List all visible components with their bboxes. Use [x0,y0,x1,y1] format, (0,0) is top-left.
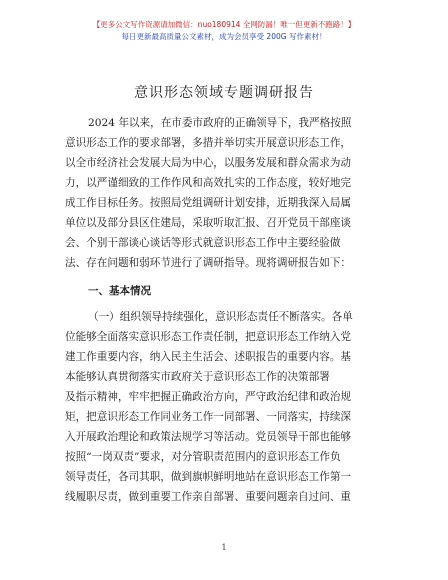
text-line: 领导责任，各司其职，做到旗帜鲜明地站在意识形态工作第一 [65,471,352,483]
text-line: 矩，把意识形态工作同业务工作一同部署、一同落实，持续深 [65,411,352,423]
text-line: 力，以严谨细致的工作作风和高效扎实的工作态度，较好地完 [65,177,352,189]
text-line: 按照“一岗双责”要求，对分管职责范围内的意识形态工作负 [65,451,341,463]
text-line: 成工作目标任务。按照局党组调研计划安排，近期我深入局属 [65,197,352,209]
text-line: 会、个别干部谈心谈话等形式就意识形态工作中主要经验做 [65,237,341,249]
promo-banner-line1: 【更多公文写作资源请加微信：nuo180914 全网防漏！唯一但更新不跑路！】 [92,20,356,29]
text-line: 法、存在问题和弱环节进行了调研指导。现将调研报告如下： [65,257,352,269]
text-line: 线履职尽责，做到重要工作亲自部署、重要问题亲自过问、重 [65,491,352,503]
section-heading: 一、基本情况 [88,285,151,297]
text-line: 以全市经济社会发展大局为中心，以服务发展和群众需求为动 [65,157,352,169]
text-line: 2024 年以来，在市委市政府的正确领导下，我严格按照 [88,117,352,129]
text-line: 建工作重要内容，纳入民主生活会、述职报告的重要内容。基 [65,351,352,363]
text-line: 及指示精神，牢牢把握正确政治方向，严守政治纪律和政治规 [65,391,352,403]
promo-banner-line2: 每日更新最高质量公文素材，成为会员享受 200G 写作素材！ [121,32,327,41]
text-line: 意识形态工作的要求部署，多措并举切实开展意识形态工作， [65,137,352,149]
page-number: 1 [221,543,227,552]
text-line: 位能够全面落实意识形态工作责任制，把意识形态工作纳入党 [65,331,352,343]
text-line: 本能够认真贯彻落实市政府关于意识形态工作的决策部署 [65,371,330,383]
text-line: 入开展政治理论和政策法规学习等活动。党员领导干部也能够 [65,431,352,443]
text-line: 单位以及部分县区住建局，采取听取汇报、召开党员干部座谈 [65,217,352,229]
document-title: 意识形态领域专题调研报告 [134,85,314,101]
text-line: （一）组织领导持续强化，意识形态责任不断落实。各单 [88,311,353,323]
